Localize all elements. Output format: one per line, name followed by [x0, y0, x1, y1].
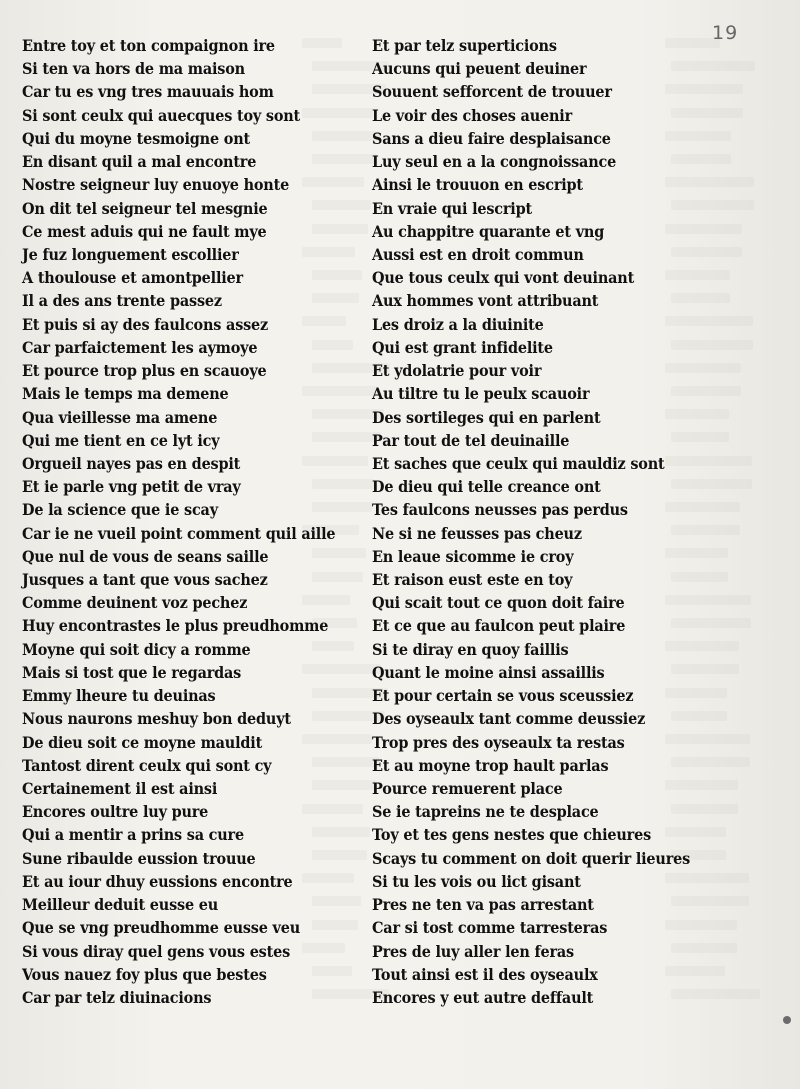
verse-line: Encores oultre luy pure [22, 802, 209, 822]
verse-line: Et au iour dhuy eussions encontre [22, 871, 293, 891]
verse-line: En vraie qui lescript [372, 198, 532, 218]
verse-line: Pres de luy aller len feras [372, 941, 574, 961]
verse-line: Vous nauez foy plus que bestes [22, 964, 267, 984]
verse-line: Se ie tapreins ne te desplace [372, 802, 599, 822]
verse-line: Moyne qui soit dicy a romme [22, 639, 251, 659]
verse-line: Comme deuinent voz pechez [22, 593, 248, 613]
verse-line: Mais si tost que le regardas [22, 662, 242, 682]
verse-line: Qui a mentir a prins sa cure [22, 825, 244, 845]
verse-line: Et au moyne trop hault parlas [372, 755, 609, 775]
verse-line: Et ydolatrie pour voir [372, 361, 542, 381]
verse-line: Si vous diray quel gens vous estes [22, 941, 290, 961]
verse-line: Et saches que ceulx qui mauldiz sont [372, 453, 665, 473]
verse-line: Encores y eut autre deffault [372, 987, 594, 1007]
verse-line: Nostre seigneur luy enuoye honte [22, 175, 290, 195]
verse-line: De dieu qui telle creance ont [372, 477, 601, 497]
page-number: 19 [712, 22, 739, 44]
verse-line: Tantost dirent ceulx qui sont cy [22, 755, 272, 775]
verse-line: Et ce que au faulcon peut plaire [372, 616, 626, 636]
verse-line: Mais le temps ma demene [22, 384, 229, 404]
verse-line: Les droiz a la diuinite [372, 314, 544, 334]
verse-line: Qua vieillesse ma amene [22, 407, 218, 427]
verse-line: Tes faulcons neusses pas perdus [372, 500, 628, 520]
verse-line: Toy et tes gens nestes que chieures [372, 825, 651, 845]
verse-line: Des sortileges qui en parlent [372, 407, 601, 427]
verse-line: Si sont ceulx qui auecques toy sont [22, 105, 301, 125]
verse-line: Par tout de tel deuinaille [372, 430, 570, 450]
verse-line: Aucuns qui peuent deuiner [372, 59, 587, 79]
verse-line: Sans a dieu faire desplaisance [372, 128, 611, 148]
verse-line: Je fuz longuement escollier [22, 244, 239, 264]
verse-line: De la science que ie scay [22, 500, 218, 520]
right-text-column [372, 34, 732, 1009]
verse-line: Des oyseaulx tant comme deussiez [372, 709, 646, 729]
verse-line: Luy seul en a la congnoissance [372, 152, 617, 172]
verse-line: Pource remuerent place [372, 779, 563, 798]
left-text-column [22, 34, 362, 1009]
verse-line: A thoulouse et amontpellier [22, 268, 243, 288]
verse-line: Car parfaictement les aymoye [22, 337, 258, 357]
verse-line: Si ten va hors de ma maison [22, 59, 245, 79]
verse-line: Car si tost comme tarresteras [372, 918, 608, 938]
verse-line: Si tu les vois ou lict gisant [372, 871, 581, 891]
scan-mark [783, 1016, 791, 1024]
verse-line: Et pource trop plus en scauoye [22, 361, 267, 381]
verse-line: Scays tu comment on doit querir lieures [372, 848, 691, 868]
verse-line: Et puis si ay des faulcons assez [22, 314, 269, 334]
verse-line: Ainsi le trouuon en escript [372, 175, 583, 195]
verse-line: Huy encontrastes le plus preudhomme [22, 616, 329, 636]
verse-line: En disant quil a mal encontre [22, 152, 257, 172]
verse-line: Ce mest aduis qui ne fault mye [22, 221, 267, 241]
verse-line: Que se vng preudhomme eusse veu [22, 918, 301, 938]
verse-line: Certainement il est ainsi [22, 779, 218, 798]
verse-line: Entre toy et ton compaignon ire [22, 36, 275, 55]
verse-line: Car par telz diuinacions [22, 987, 212, 1007]
verse-line: Au chappitre quarante et vng [372, 221, 605, 241]
verse-line: Il a des ans trente passez [22, 291, 222, 311]
verse-line: Et ie parle vng petit de vray [22, 477, 241, 497]
verse-line: De dieu soit ce moyne mauldit [22, 732, 263, 752]
verse-line: Qui me tient en ce lyt icy [22, 430, 220, 450]
verse-line: Quant le moine ainsi assaillis [372, 662, 605, 682]
verse-line: Aux hommes vont attribuant [372, 291, 599, 311]
verse-line: Meilleur deduit eusse eu [22, 895, 219, 915]
verse-line: Emmy lheure tu deuinas [22, 686, 216, 706]
verse-line: Sune ribaulde eussion trouue [22, 848, 256, 868]
verse-line: Si te diray en quoy faillis [372, 639, 569, 659]
verse-line: Orgueil nayes pas en despit [22, 453, 241, 473]
verse-line: Nous naurons meshuy bon deduyt [22, 709, 291, 729]
verse-line: Et par telz superticions [372, 36, 557, 55]
verse-line: En leaue sicomme ie croy [372, 546, 574, 566]
verse-line: On dit tel seigneur tel mesgnie [22, 198, 268, 218]
verse-line: Qui scait tout ce quon doit faire [372, 593, 625, 613]
verse-line: Qui du moyne tesmoigne ont [22, 128, 250, 148]
verse-line: Tout ainsi est il des oyseaulx [372, 964, 598, 984]
verse-line: Que nul de vous de seans saille [22, 546, 269, 566]
verse-line: Aussi est en droit commun [372, 244, 584, 264]
verse-line: Qui est grant infidelite [372, 337, 553, 357]
verse-line: Le voir des choses auenir [372, 105, 572, 125]
verse-line: Car ie ne vueil point comment quil aille [22, 523, 336, 543]
verse-line: Et pour certain se vous sceussiez [372, 686, 634, 706]
verse-line: Souuent sefforcent de trouuer [372, 82, 612, 102]
verse-line: Au tiltre tu le peulx scauoir [372, 384, 590, 404]
verse-line: Et raison eust este en toy [372, 570, 573, 590]
verse-line: Car tu es vng tres mauuais hom [22, 82, 274, 102]
verse-line: Jusques a tant que vous sachez [22, 570, 268, 590]
verse-line: Ne si ne feusses pas cheuz [372, 523, 582, 543]
verse-line: Que tous ceulx qui vont deuinant [372, 268, 635, 288]
verse-line: Pres ne ten va pas arrestant [372, 895, 594, 915]
verse-line: Trop pres des oyseaulx ta restas [372, 732, 625, 752]
